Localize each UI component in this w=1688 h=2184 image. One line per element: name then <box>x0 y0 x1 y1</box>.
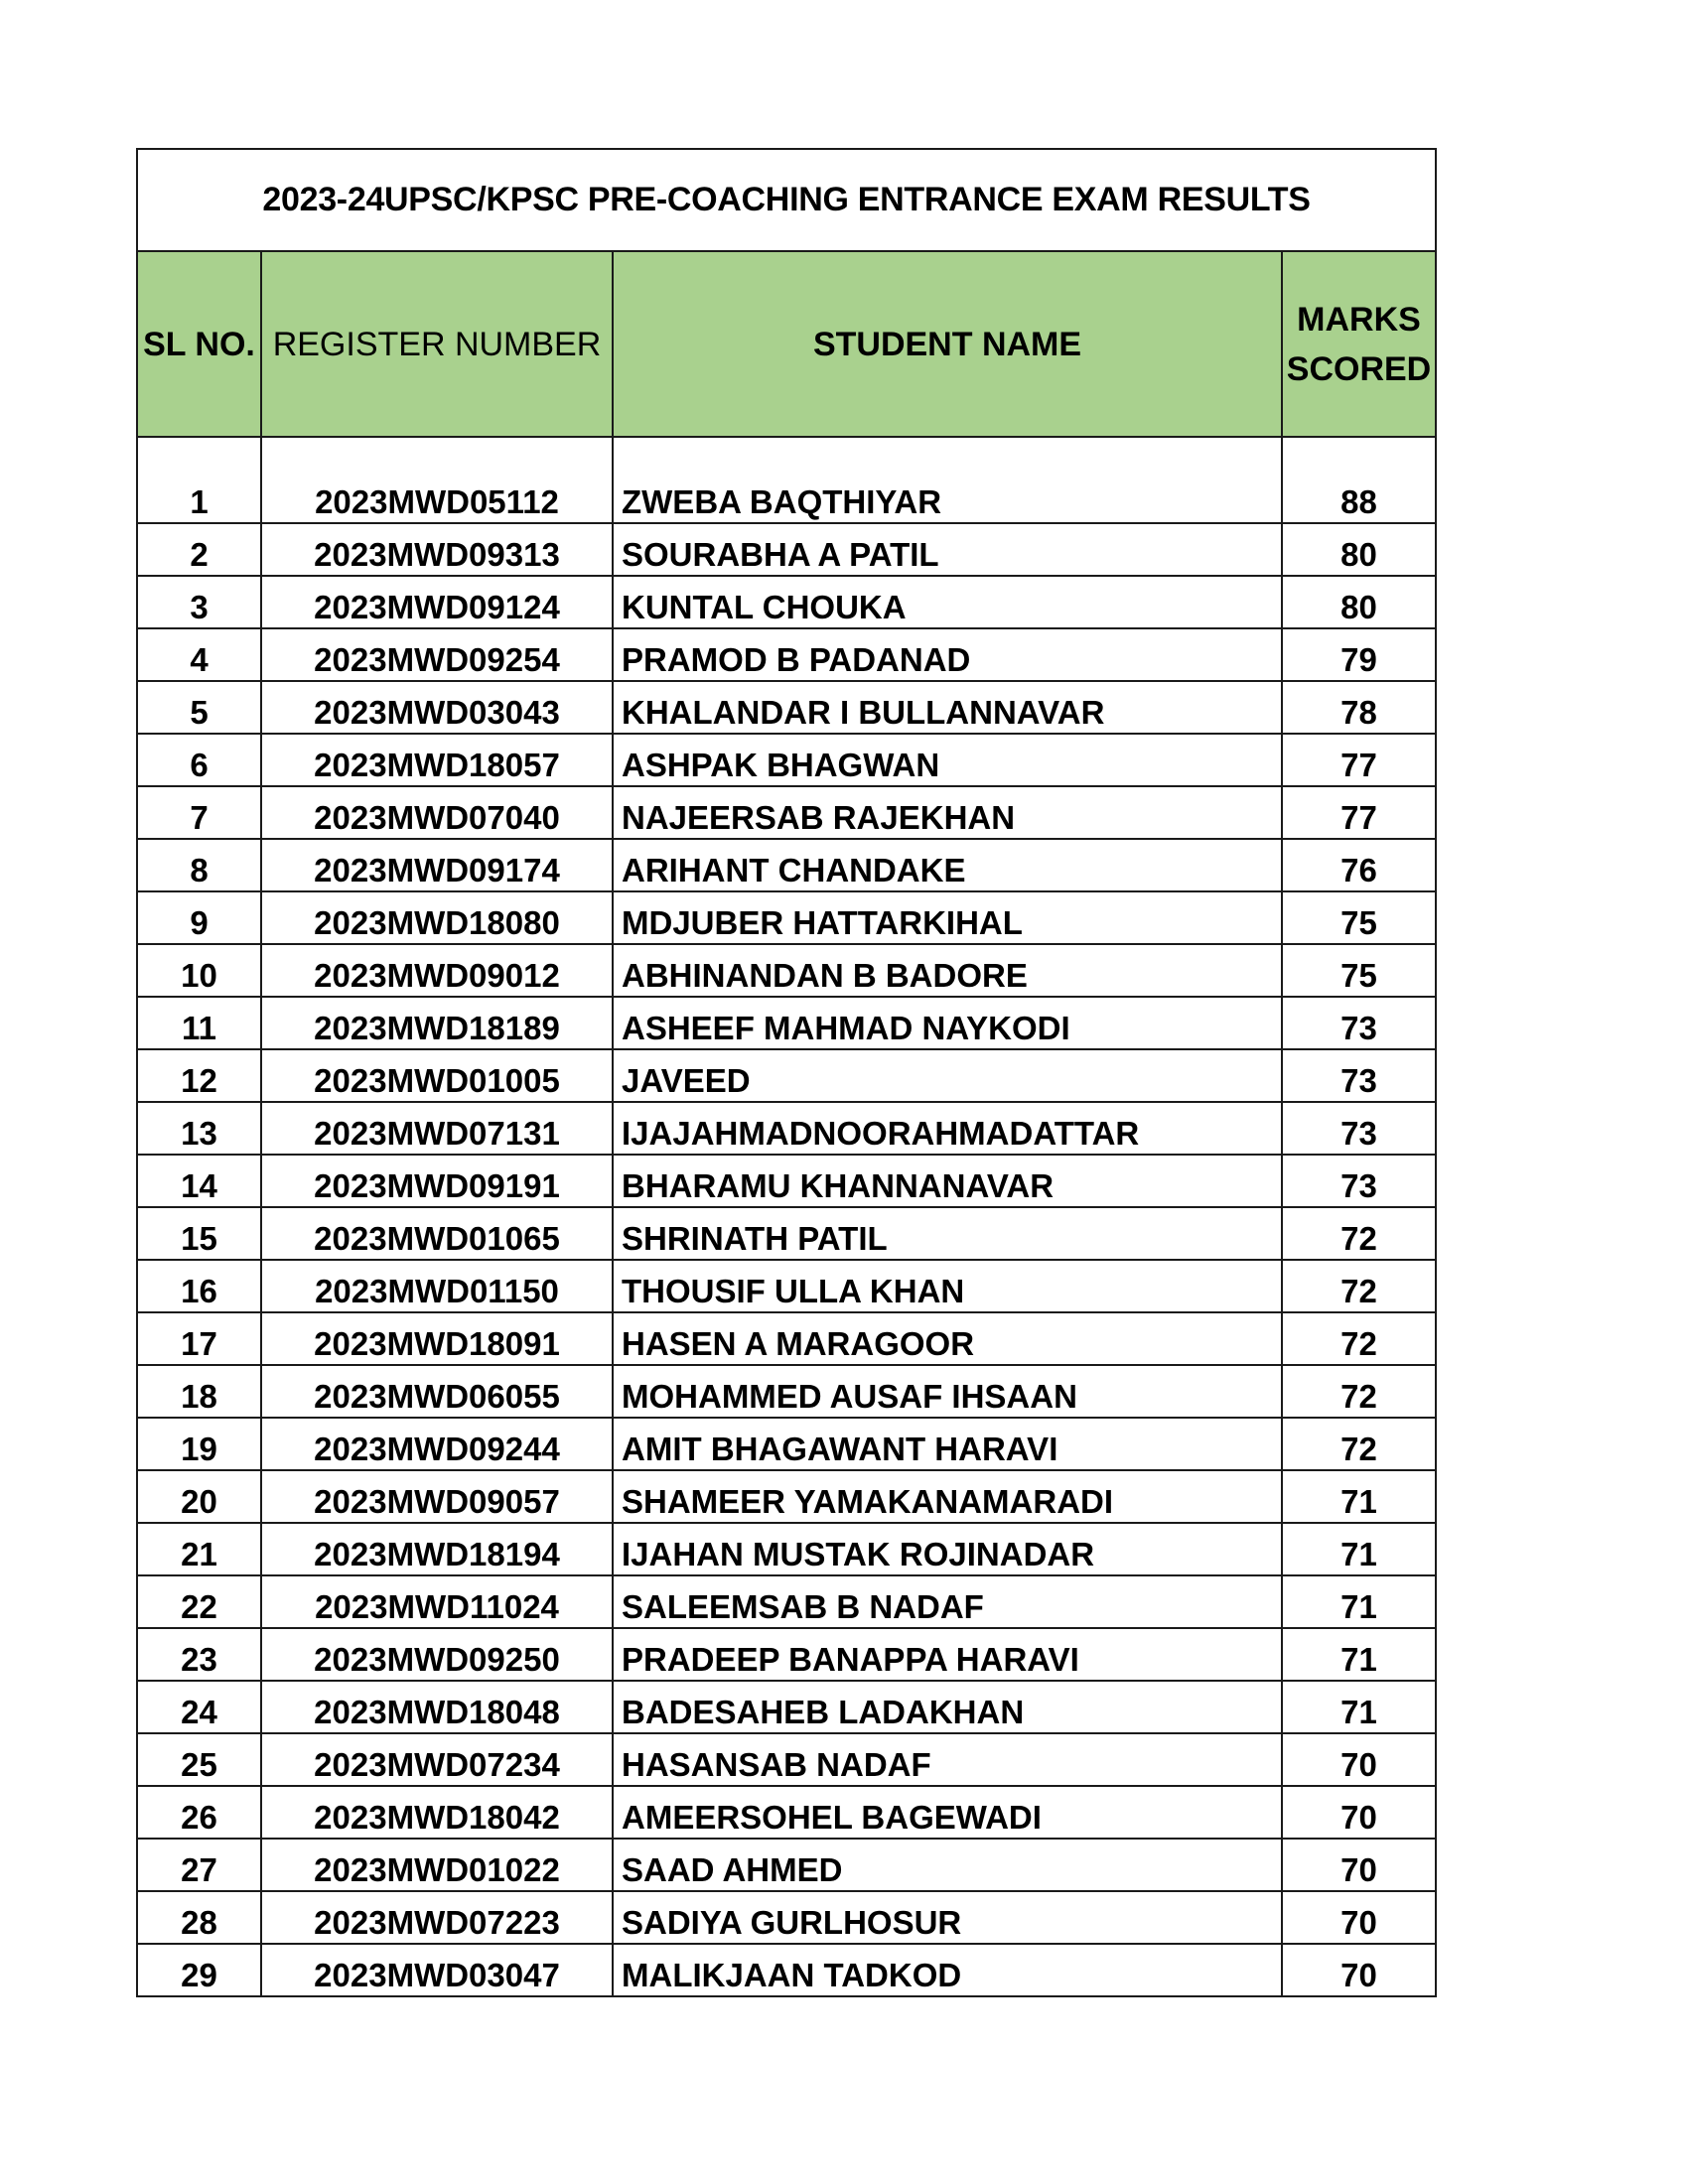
cell-marks-scored: 73 <box>1282 1102 1436 1155</box>
header-student-name: STUDENT NAME <box>613 251 1282 437</box>
cell-marks-scored: 71 <box>1282 1575 1436 1628</box>
table-row <box>137 1418 1436 1470</box>
cell-register-number: 2023MWD07234 <box>261 1733 613 1786</box>
cell-student-name: ZWEBA BAQTHIYAR <box>613 437 1282 523</box>
table-row <box>137 1891 1436 1944</box>
cell-register-number: 2023MWD01065 <box>261 1207 613 1260</box>
cell-register-number: 2023MWD07131 <box>261 1102 613 1155</box>
cell-student-name: SAAD AHMED <box>613 1839 1282 1891</box>
cell-register-number: 2023MWD09174 <box>261 839 613 891</box>
cell-register-number: 2023MWD03043 <box>261 681 613 734</box>
cell-marks-scored: 72 <box>1282 1260 1436 1312</box>
cell-student-name: NAJEERSAB RAJEKHAN <box>613 786 1282 839</box>
cell-student-name: AMEERSOHEL BAGEWADI <box>613 1786 1282 1839</box>
cell-marks-scored: 75 <box>1282 891 1436 944</box>
table-row <box>137 1944 1436 1996</box>
cell-marks-scored: 72 <box>1282 1312 1436 1365</box>
cell-marks-scored: 70 <box>1282 1733 1436 1786</box>
header-sl-no: SL NO. <box>137 251 261 437</box>
cell-student-name: MALIKJAAN TADKOD <box>613 1944 1282 1996</box>
cell-marks-scored: 71 <box>1282 1681 1436 1733</box>
cell-sl-no: 18 <box>137 1365 261 1418</box>
cell-register-number: 2023MWD18048 <box>261 1681 613 1733</box>
table-row <box>137 437 1436 523</box>
cell-student-name: ARIHANT CHANDAKE <box>613 839 1282 891</box>
cell-sl-no: 26 <box>137 1786 261 1839</box>
cell-register-number: 2023MWD11024 <box>261 1575 613 1628</box>
table-row <box>137 1523 1436 1575</box>
cell-register-number: 2023MWD01022 <box>261 1839 613 1891</box>
cell-student-name: BHARAMU KHANNANAVAR <box>613 1155 1282 1207</box>
cell-student-name: KHALANDAR I BULLANNAVAR <box>613 681 1282 734</box>
cell-marks-scored: 73 <box>1282 997 1436 1049</box>
cell-marks-scored: 76 <box>1282 839 1436 891</box>
table-row <box>137 839 1436 891</box>
cell-register-number: 2023MWD18057 <box>261 734 613 786</box>
header-marks-line1: MARKS <box>1297 300 1421 339</box>
table-row <box>137 944 1436 997</box>
cell-sl-no: 16 <box>137 1260 261 1312</box>
cell-student-name: PRADEEP BANAPPA HARAVI <box>613 1628 1282 1681</box>
cell-student-name: JAVEED <box>613 1049 1282 1102</box>
cell-marks-scored: 71 <box>1282 1628 1436 1681</box>
cell-register-number: 2023MWD05112 <box>261 437 613 523</box>
cell-register-number: 2023MWD09244 <box>261 1418 613 1470</box>
cell-marks-scored: 71 <box>1282 1470 1436 1523</box>
cell-student-name: ABHINANDAN B BADORE <box>613 944 1282 997</box>
cell-sl-no: 29 <box>137 1944 261 1996</box>
table-title: 2023-24UPSC/KPSC PRE-COACHING ENTRANCE EXAM RESULTS <box>137 149 1436 251</box>
cell-register-number: 2023MWD09057 <box>261 1470 613 1523</box>
cell-sl-no: 22 <box>137 1575 261 1628</box>
cell-register-number: 2023MWD09254 <box>261 628 613 681</box>
cell-sl-no: 9 <box>137 891 261 944</box>
cell-register-number: 2023MWD01150 <box>261 1260 613 1312</box>
cell-marks-scored: 72 <box>1282 1418 1436 1470</box>
cell-register-number: 2023MWD03047 <box>261 1944 613 1996</box>
cell-sl-no: 7 <box>137 786 261 839</box>
column-header-row <box>137 251 1436 437</box>
cell-sl-no: 23 <box>137 1628 261 1681</box>
cell-student-name: ASHEEF MAHMAD NAYKODI <box>613 997 1282 1049</box>
cell-sl-no: 11 <box>137 997 261 1049</box>
table-row <box>137 1786 1436 1839</box>
table-row <box>137 997 1436 1049</box>
cell-student-name: IJAHAN MUSTAK ROJINADAR <box>613 1523 1282 1575</box>
cell-marks-scored: 72 <box>1282 1365 1436 1418</box>
table-row <box>137 576 1436 628</box>
table-row <box>137 1839 1436 1891</box>
cell-register-number: 2023MWD09313 <box>261 523 613 576</box>
cell-sl-no: 24 <box>137 1681 261 1733</box>
table-row <box>137 1260 1436 1312</box>
cell-marks-scored: 75 <box>1282 944 1436 997</box>
table-row <box>137 681 1436 734</box>
header-marks-scored <box>1282 251 1436 437</box>
cell-marks-scored: 77 <box>1282 786 1436 839</box>
table-row <box>137 523 1436 576</box>
table-row <box>137 734 1436 786</box>
cell-student-name: BADESAHEB LADAKHAN <box>613 1681 1282 1733</box>
cell-sl-no: 10 <box>137 944 261 997</box>
cell-register-number: 2023MWD18189 <box>261 997 613 1049</box>
cell-sl-no: 20 <box>137 1470 261 1523</box>
cell-marks-scored: 80 <box>1282 523 1436 576</box>
table-row <box>137 1681 1436 1733</box>
cell-register-number: 2023MWD09191 <box>261 1155 613 1207</box>
cell-register-number: 2023MWD07223 <box>261 1891 613 1944</box>
table-row <box>137 1312 1436 1365</box>
table-row <box>137 1207 1436 1260</box>
cell-student-name: KUNTAL CHOUKA <box>613 576 1282 628</box>
table-row <box>137 628 1436 681</box>
cell-student-name: HASANSAB NADAF <box>613 1733 1282 1786</box>
cell-register-number: 2023MWD07040 <box>261 786 613 839</box>
cell-student-name: AMIT BHAGAWANT HARAVI <box>613 1418 1282 1470</box>
cell-register-number: 2023MWD18194 <box>261 1523 613 1575</box>
cell-sl-no: 17 <box>137 1312 261 1365</box>
cell-sl-no: 13 <box>137 1102 261 1155</box>
cell-sl-no: 25 <box>137 1733 261 1786</box>
table-row <box>137 1628 1436 1681</box>
header-register-number: REGISTER NUMBER <box>261 251 613 437</box>
cell-marks-scored: 70 <box>1282 1944 1436 1996</box>
cell-register-number: 2023MWD18042 <box>261 1786 613 1839</box>
cell-sl-no: 4 <box>137 628 261 681</box>
cell-register-number: 2023MWD18080 <box>261 891 613 944</box>
cell-marks-scored: 73 <box>1282 1155 1436 1207</box>
cell-student-name: SHAMEER YAMAKANAMARADI <box>613 1470 1282 1523</box>
cell-register-number: 2023MWD18091 <box>261 1312 613 1365</box>
table-row <box>137 1733 1436 1786</box>
cell-marks-scored: 88 <box>1282 437 1436 523</box>
cell-student-name: MOHAMMED AUSAF IHSAAN <box>613 1365 1282 1418</box>
table-row <box>137 786 1436 839</box>
results-table <box>136 148 1437 1997</box>
results-body <box>137 437 1436 1996</box>
cell-sl-no: 19 <box>137 1418 261 1470</box>
cell-register-number: 2023MWD01005 <box>261 1049 613 1102</box>
cell-student-name: SALEEMSAB B NADAF <box>613 1575 1282 1628</box>
cell-sl-no: 8 <box>137 839 261 891</box>
cell-sl-no: 6 <box>137 734 261 786</box>
cell-student-name: ASHPAK BHAGWAN <box>613 734 1282 786</box>
table-row <box>137 1102 1436 1155</box>
cell-register-number: 2023MWD09250 <box>261 1628 613 1681</box>
cell-marks-scored: 80 <box>1282 576 1436 628</box>
cell-marks-scored: 70 <box>1282 1839 1436 1891</box>
cell-sl-no: 15 <box>137 1207 261 1260</box>
cell-student-name: HASEN A MARAGOOR <box>613 1312 1282 1365</box>
cell-sl-no: 5 <box>137 681 261 734</box>
cell-marks-scored: 78 <box>1282 681 1436 734</box>
table-row <box>137 1365 1436 1418</box>
table-row <box>137 1155 1436 1207</box>
cell-sl-no: 28 <box>137 1891 261 1944</box>
cell-student-name: SHRINATH PATIL <box>613 1207 1282 1260</box>
cell-student-name: SADIYA GURLHOSUR <box>613 1891 1282 1944</box>
table-row <box>137 891 1436 944</box>
cell-marks-scored: 79 <box>1282 628 1436 681</box>
table-row <box>137 1470 1436 1523</box>
cell-register-number: 2023MWD09124 <box>261 576 613 628</box>
cell-marks-scored: 72 <box>1282 1207 1436 1260</box>
table-row <box>137 1049 1436 1102</box>
cell-sl-no: 12 <box>137 1049 261 1102</box>
table-row <box>137 1575 1436 1628</box>
cell-register-number: 2023MWD06055 <box>261 1365 613 1418</box>
cell-sl-no: 14 <box>137 1155 261 1207</box>
cell-student-name: MDJUBER HATTARKIHAL <box>613 891 1282 944</box>
cell-marks-scored: 70 <box>1282 1891 1436 1944</box>
cell-marks-scored: 70 <box>1282 1786 1436 1839</box>
cell-student-name: PRAMOD B PADANAD <box>613 628 1282 681</box>
cell-sl-no: 2 <box>137 523 261 576</box>
cell-marks-scored: 77 <box>1282 734 1436 786</box>
cell-marks-scored: 71 <box>1282 1523 1436 1575</box>
cell-student-name: SOURABHA A PATIL <box>613 523 1282 576</box>
cell-sl-no: 27 <box>137 1839 261 1891</box>
cell-register-number: 2023MWD09012 <box>261 944 613 997</box>
cell-sl-no: 1 <box>137 437 261 523</box>
cell-sl-no: 3 <box>137 576 261 628</box>
cell-marks-scored: 73 <box>1282 1049 1436 1102</box>
cell-sl-no: 21 <box>137 1523 261 1575</box>
header-marks-line2: SCORED <box>1286 349 1432 388</box>
cell-student-name: THOUSIF ULLA KHAN <box>613 1260 1282 1312</box>
cell-student-name: IJAJAHMADNOORAHMADATTAR <box>613 1102 1282 1155</box>
